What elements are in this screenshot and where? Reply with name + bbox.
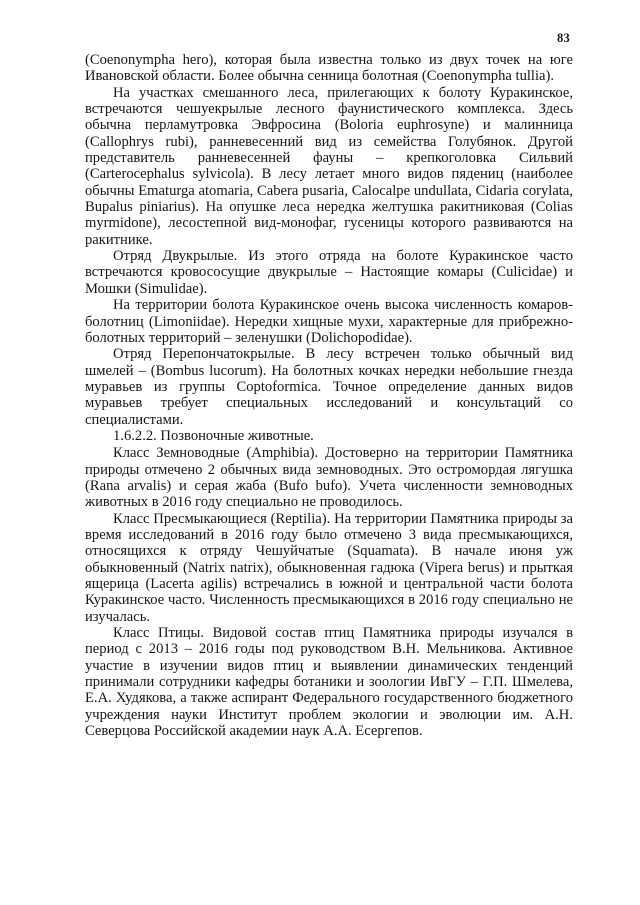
paragraph-diptera: Отряд Двукрылые. Из этого отряда на болоте Куракинское часто встречаются кровососущие двукрылые – Настоящие комары (Culicidae) и Мошки (Simulidae).	[85, 248, 573, 297]
section-heading-vertebrates: 1.6.2.2. Позвоночные животные.	[113, 427, 314, 444]
page-number: 83	[557, 31, 570, 45]
paragraph-birds: Класс Птицы. Видовой состав птиц Памятника природы изучался в период с 2013 – 2016 годы под руководством В.Н. Мельникова. Активное участие в изучении видов птиц и выявлении динамических тенденций принимали сотрудники кафедры ботаники и зоологии ИвГУ – Г.П. Шмелева, Е.А. Худякова, а также аспирант Федерального государственного бюджетного учреждения науки Институт проблем экологии и эволюции им. А.Н. Северцова Российской академии наук А.А. Есергепов.	[85, 625, 573, 740]
paragraph-mixed-forest-lepidoptera: На участках смешанного леса, прилегающих к болоту Куракинское, встречаются чешуекрылые лесного фаунистического комплекса. Здесь обычна перламутровка Эвфросина (Boloria euphrosyne) и малинница (Callophrys rubi), ранневесенний вид из семейства Голубянок. Другой представитель ранневесенней фауны – крепкоголовка Сильвий (Carterocephalus sylvicola). В лесу летает много видов пядениц (наиболее обычны Ematurga atomaria, Cabera pusaria, Calocalpe undullata, Cidaria corylata, Bupalus piniarius). На опушке леса нередка желтушка ракитниковая (Colias myrmidone), лесостепной вид-монофаг, гусеницы которого развиваются на ракитнике.	[85, 84, 573, 248]
body-text	[85, 52, 573, 739]
paragraph-amphibia: Класс Земноводные (Amphibia). Достоверно на территории Памятника природы отмечено 2 обычных вида земноводных. Это остромордая лягушка (Rana arvalis) и серая жаба (Bufo bufo). Учета численности земноводных животных в 2016 году специально не проводилось.	[85, 445, 573, 511]
paragraph-reptilia: Класс Пресмыкающиеся (Reptilia). На территории Памятника природы за время исследований в 2016 году было отмечено 3 вида пресмыкающихся, относящихся к отряду Чешуйчатые (Squamata). В начале июня уж обыкновенный (Natrix natrix), обыкновенная гадюка (Vipera berus) и прыткая ящерица (Lacerta agilis) встречались в южной и центральной части болота Куракинское часто. Численность пресмыкающихся в 2016 году специально не изучалась.	[85, 510, 573, 625]
paragraph-limoniidae: На территории болота Куракинское очень высока численность комаров-болотниц (Limoniidae). Нередки хищные мухи, характерные для прибрежно-болотных территорий – зеленушки (Dolichopodidae).	[85, 297, 573, 346]
paragraph-hymenoptera: Отряд Перепончатокрылые. В лесу встречен только обычный вид шмелей – (Bombus lucorum). На болотных кочках нередки небольшие гнезда муравьев из группы Coptoformica. Точное определение данных видов муравьев требует специальных исследований и консультаций со специалистами.	[85, 346, 573, 428]
paragraph-coenonympha-continuation: (Coenonympha hero), которая была известна только из двух точек на юге Ивановской области. Более обычна сенница болотная (Coenonympha tullia).	[85, 52, 573, 85]
